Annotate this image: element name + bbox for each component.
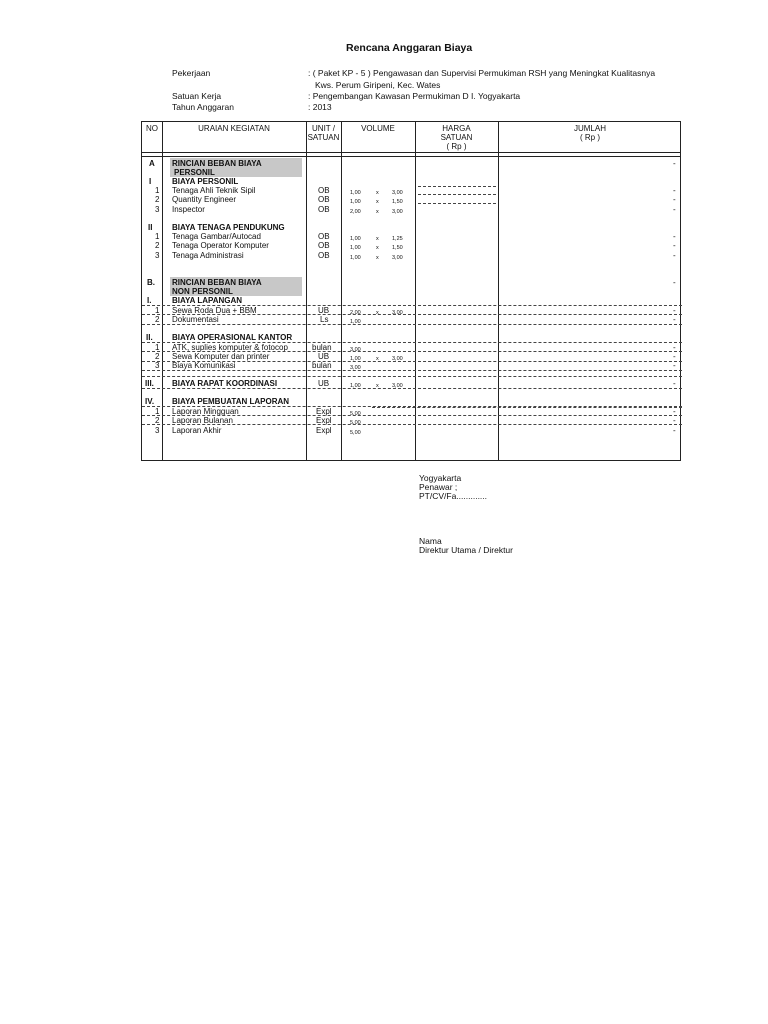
harga-line	[418, 186, 496, 187]
row-divider	[142, 424, 682, 425]
row-unit: Expl	[316, 426, 332, 435]
row-uraian: Quantity Engineer	[172, 195, 237, 204]
row-vol1: 1,00	[350, 356, 361, 362]
row-unit: OB	[318, 195, 330, 204]
row-vol1: 2,00	[350, 310, 361, 316]
header-harga-satuan: SATUAN	[440, 133, 473, 142]
row-vol1: 1,00	[350, 245, 361, 251]
row-no: 1	[155, 306, 160, 315]
row-vol1: 1,00	[350, 236, 361, 242]
row-uraian: Laporan Mingguan	[172, 407, 239, 416]
row-jumlah: -	[673, 426, 676, 435]
row-uraian: Tenaga Operator Komputer	[172, 241, 269, 250]
row-divider	[142, 314, 682, 315]
pekerjaan-label: Pekerjaan	[172, 68, 211, 78]
header-volume: VOLUME	[361, 124, 395, 133]
col-divider	[162, 122, 163, 460]
row-unit: UB	[318, 379, 330, 388]
row-vol2: 1,25	[392, 236, 403, 242]
row-uraian: Laporan Akhir	[172, 426, 222, 435]
row-vol1: 5,00	[350, 430, 361, 436]
row-jumlah: -	[673, 186, 676, 195]
row-vol1: 2,00	[350, 209, 361, 215]
row-jumlah: -	[673, 195, 676, 204]
row-no: 1	[155, 407, 160, 416]
section-b-title: RINCIAN BEBAN BIAYA	[172, 278, 262, 287]
sub-b4-no: IV.	[145, 397, 155, 406]
col-divider	[341, 122, 342, 460]
footer-company: PT/CV/Fa.............	[419, 491, 488, 501]
row-jumlah: -	[673, 306, 676, 315]
row-vol2: 3,00	[392, 383, 403, 389]
row-x: x	[376, 383, 379, 389]
row-uraian: Tenaga Administrasi	[172, 251, 244, 260]
satuan-kerja-value: : Pengembangan Kawasan Permukiman D I. Yogyakarta	[308, 91, 521, 101]
row-vol1: 3,00	[350, 347, 361, 353]
row-no: 2	[155, 241, 160, 250]
row-unit: Expl	[316, 407, 332, 416]
sub-b2-no: II.	[146, 333, 153, 342]
header-divider	[142, 156, 680, 157]
page-title: Rencana Anggaran Biaya	[346, 42, 473, 54]
row-uraian: Biaya Komunikasi	[172, 361, 236, 370]
budget-table	[141, 121, 681, 461]
row-vol2: 3,00	[392, 356, 403, 362]
row-vol2: 3,00	[392, 255, 403, 261]
tahun-anggaran-label: Tahun Anggaran	[172, 102, 234, 112]
satuan-kerja-label: Satuan Kerja	[172, 91, 222, 101]
row-jumlah: -	[673, 241, 676, 250]
row-unit: OB	[318, 251, 330, 260]
sub-i-title: BIAYA PERSONIL	[172, 177, 239, 186]
row-x: x	[376, 245, 379, 251]
row-x: x	[376, 356, 379, 362]
section-a-title: RINCIAN BEBAN BIAYA	[172, 159, 262, 168]
row-vol1: 1,00	[350, 190, 361, 196]
row-no: 3	[155, 426, 160, 435]
row-divider	[142, 376, 682, 377]
row-uraian: ATK, suplies komputer & fotocop	[172, 343, 288, 352]
sub-b2-title: BIAYA OPERASIONAL KANTOR	[172, 333, 293, 342]
sub-b4-title: BIAYA PEMBUATAN LAPORAN	[172, 397, 290, 406]
row-jumlah: -	[673, 315, 676, 324]
row-vol2: 1,50	[392, 245, 403, 251]
row-jumlah: -	[673, 407, 676, 416]
col-divider	[306, 122, 307, 460]
pekerjaan-location: Kws. Perum Giripeni, Kec. Wates	[315, 80, 441, 90]
section-a-no: A	[149, 159, 155, 168]
sub-b3-title: BIAYA RAPAT KOORDINASI	[172, 379, 278, 388]
section-b-no: B.	[147, 278, 155, 287]
footer-nama: Nama	[419, 536, 442, 546]
pekerjaan-value: : ( Paket KP - 5 ) Pengawasan dan Supervisi Permukiman RSH yang Meningkat Kualitasnya	[308, 68, 656, 78]
sub-b1-title: BIAYA LAPANGAN	[172, 296, 243, 305]
row-jumlah: -	[673, 205, 676, 214]
row-uraian: Inspector	[172, 205, 205, 214]
sub-i-no: I	[149, 177, 152, 186]
row-vol2: 3,00	[392, 190, 403, 196]
row-vol1: 1,00	[350, 199, 361, 205]
harga-line	[418, 203, 496, 204]
header-divider	[142, 152, 680, 153]
footer-jabatan: Direktur Utama / Direktur	[419, 545, 513, 555]
row-divider	[142, 388, 682, 389]
section-b-title2: NON PERSONIL	[172, 287, 233, 296]
row-no: 3	[155, 361, 160, 370]
row-unit: OB	[318, 205, 330, 214]
row-divider	[372, 407, 682, 408]
row-jumlah: -	[673, 251, 676, 260]
row-jumlah: -	[673, 232, 676, 241]
header-unit: UNIT /	[312, 124, 335, 133]
section-b-jumlah: -	[673, 278, 676, 287]
row-jumlah: -	[673, 352, 676, 361]
row-vol1: 5,00	[350, 411, 361, 417]
col-divider	[415, 122, 416, 460]
header-harga: HARGA	[442, 124, 471, 133]
row-unit: Ls	[320, 315, 329, 324]
row-x: x	[376, 209, 379, 215]
row-uraian: Sewa Roda Dua + BBM	[172, 306, 257, 315]
sub-ii-no: II	[148, 223, 153, 232]
row-no: 2	[155, 352, 160, 361]
row-vol2: 3,00	[392, 209, 403, 215]
header-no: NO	[146, 124, 158, 133]
row-unit: OB	[318, 232, 330, 241]
section-a-jumlah: -	[673, 159, 676, 168]
row-uraian: Dokumentasi	[172, 315, 219, 324]
header-jumlah-rp: ( Rp )	[580, 133, 600, 142]
row-jumlah: -	[673, 343, 676, 352]
row-x: x	[376, 199, 379, 205]
row-x: x	[376, 255, 379, 261]
row-divider	[142, 370, 682, 371]
row-jumlah: -	[673, 416, 676, 425]
footer-city: Yogyakarta	[419, 473, 462, 483]
row-unit: UB	[318, 306, 330, 315]
sub-b3-no: III.	[145, 379, 154, 388]
row-vol1: 1,00	[350, 383, 361, 389]
row-vol1: 3,00	[350, 365, 361, 371]
row-no: 3	[155, 205, 160, 214]
row-vol1: 1,00	[350, 255, 361, 261]
row-uraian: Tenaga Ahli Teknik Sipil	[172, 186, 256, 195]
row-x: x	[376, 310, 379, 316]
row-jumlah: -	[673, 361, 676, 370]
col-divider	[498, 122, 499, 460]
row-no: 2	[155, 315, 160, 324]
row-uraian: Tenaga Gambar/Autocad	[172, 232, 261, 241]
row-uraian: Sewa Komputer dan printer	[172, 352, 270, 361]
row-no: 2	[155, 416, 160, 425]
row-vol1: 5,00	[350, 420, 361, 426]
row-vol2: 1,50	[392, 199, 403, 205]
header-harga-rp: ( Rp )	[446, 142, 467, 151]
harga-line	[418, 194, 496, 195]
row-no: 1	[155, 232, 160, 241]
footer-penawar: Penawar ;	[419, 482, 458, 492]
row-unit: bulan	[312, 361, 332, 370]
row-unit: UB	[318, 352, 330, 361]
sub-b1-no: I.	[147, 296, 152, 305]
row-no: 2	[155, 195, 160, 204]
row-vol2: 3,00	[392, 310, 403, 316]
row-unit: OB	[318, 186, 330, 195]
row-unit: Expl	[316, 416, 332, 425]
row-x: x	[376, 190, 379, 196]
header-satuan: SATUAN	[307, 133, 340, 142]
row-uraian: Laporan Bulanan	[172, 416, 233, 425]
sub-ii-title: BIAYA TENAGA PENDUKUNG	[172, 223, 285, 232]
row-unit: OB	[318, 241, 330, 250]
row-divider	[142, 324, 682, 325]
row-vol1: 1,00	[350, 319, 361, 325]
header-jumlah: JUMLAH	[573, 124, 606, 133]
row-jumlah: -	[673, 379, 676, 388]
header-uraian: URAIAN KEGIATAN	[198, 124, 270, 133]
row-no: 3	[155, 251, 160, 260]
row-x: x	[376, 236, 379, 242]
section-a-title2: PERSONIL	[174, 168, 215, 177]
row-unit: bulan	[312, 343, 332, 352]
row-no: 1	[155, 186, 160, 195]
tahun-anggaran-value: : 2013	[308, 102, 332, 112]
row-no: 1	[155, 343, 160, 352]
